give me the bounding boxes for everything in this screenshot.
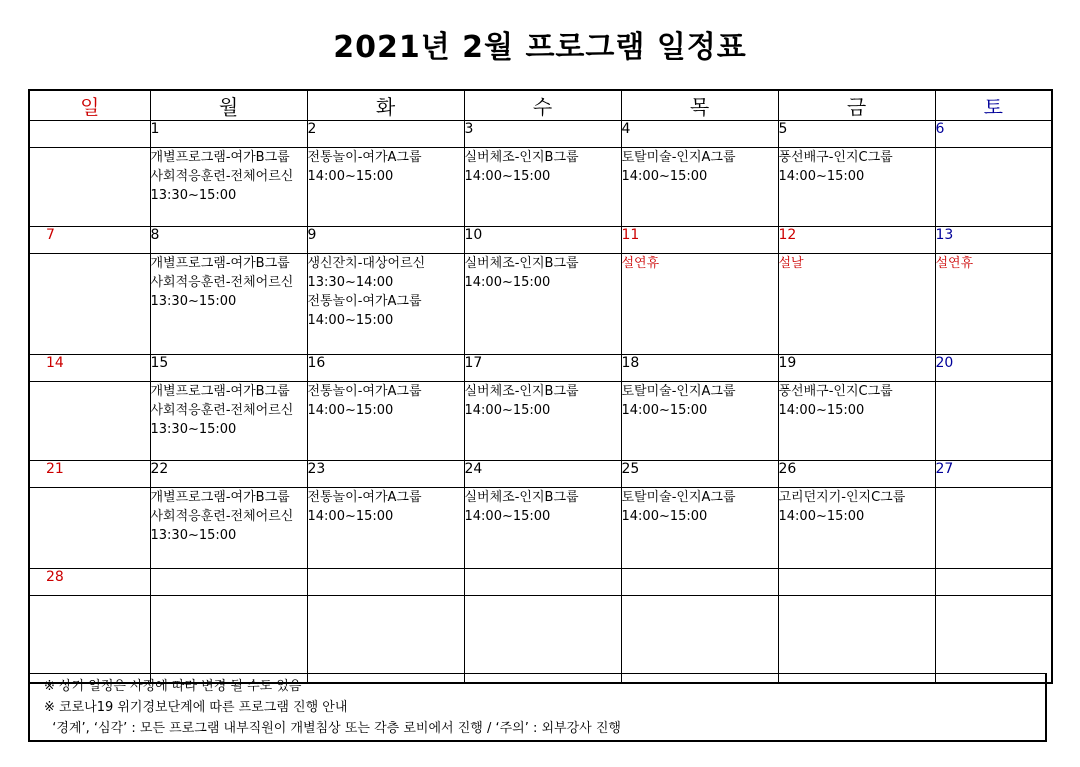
date-number: 2: [307, 121, 464, 148]
event-cell: 토탈미술-인지A그룹 14:00~15:00: [621, 488, 778, 569]
date-number: 4: [621, 121, 778, 148]
date-number: [307, 569, 464, 596]
event-cell: 개별프로그램-여가B그룹 사회적응훈련-전체어르신 13:30~15:00: [150, 254, 307, 355]
date-number: 22: [150, 461, 307, 488]
date-number: 15: [150, 355, 307, 382]
date-number: [778, 569, 935, 596]
weekday-header-wed: 수: [464, 90, 621, 121]
event-row: [29, 596, 1052, 684]
event-cell: 전통놀이-여가A그룹 14:00~15:00: [307, 382, 464, 461]
event-cell: [150, 596, 307, 684]
notes-box: [28, 673, 1047, 742]
event-cell: [621, 596, 778, 684]
event-cell: [778, 596, 935, 684]
event-row: [29, 382, 1052, 461]
date-number: 28: [29, 569, 150, 596]
event-cell: 설연휴: [935, 254, 1052, 355]
date-number: 27: [935, 461, 1052, 488]
date-number: 5: [778, 121, 935, 148]
date-row: [29, 355, 1052, 382]
weekday-header-tue: 화: [307, 90, 464, 121]
event-cell: 설연휴: [621, 254, 778, 355]
weekday-header-thu: 목: [621, 90, 778, 121]
event-cell: 생신잔치-대상어르신 13:30~14:00 전통놀이-여가A그룹 14:00~15:00: [307, 254, 464, 355]
date-number: 21: [29, 461, 150, 488]
event-cell: 풍선배구-인지C그룹 14:00~15:00: [778, 148, 935, 227]
date-row: [29, 121, 1052, 148]
weekday-header-mon: 월: [150, 90, 307, 121]
event-cell: [29, 596, 150, 684]
event-cell: 전통놀이-여가A그룹 14:00~15:00: [307, 488, 464, 569]
note-line: ※ 상기 일정은 사정에 따라 변경 될 수도 있음: [44, 679, 302, 694]
event-cell: 실버체조-인지B그룹 14:00~15:00: [464, 148, 621, 227]
date-number: 10: [464, 227, 621, 254]
date-number: 26: [778, 461, 935, 488]
note-line: ※ 코로나19 위기경보단계에 따른 프로그램 진행 안내: [44, 700, 348, 715]
date-number: [29, 121, 150, 148]
event-cell: 설날: [778, 254, 935, 355]
date-number: 20: [935, 355, 1052, 382]
event-cell: 개별프로그램-여가B그룹 사회적응훈련-전체어르신 13:30~15:00: [150, 382, 307, 461]
date-number: 1: [150, 121, 307, 148]
date-row: [29, 569, 1052, 596]
event-cell: 토탈미술-인지A그룹 14:00~15:00: [621, 382, 778, 461]
date-number: 11: [621, 227, 778, 254]
event-cell: [29, 488, 150, 569]
date-number: 23: [307, 461, 464, 488]
date-number: 19: [778, 355, 935, 382]
event-cell: 전통놀이-여가A그룹 14:00~15:00: [307, 148, 464, 227]
event-cell: 개별프로그램-여가B그룹 사회적응훈련-전체어르신 13:30~15:00: [150, 148, 307, 227]
event-cell: 토탈미술-인지A그룹 14:00~15:00: [621, 148, 778, 227]
date-number: 9: [307, 227, 464, 254]
date-number: 24: [464, 461, 621, 488]
event-row: [29, 254, 1052, 355]
event-cell: 고리던지기-인지C그룹 14:00~15:00: [778, 488, 935, 569]
event-cell: [29, 382, 150, 461]
date-number: 13: [935, 227, 1052, 254]
event-cell: [935, 382, 1052, 461]
weekday-header-fri: 금: [778, 90, 935, 121]
event-cell: 실버체조-인지B그룹 14:00~15:00: [464, 254, 621, 355]
event-cell: 풍선배구-인지C그룹 14:00~15:00: [778, 382, 935, 461]
date-number: 7: [29, 227, 150, 254]
date-number: 6: [935, 121, 1052, 148]
event-cell: 개별프로그램-여가B그룹 사회적응훈련-전체어르신 13:30~15:00: [150, 488, 307, 569]
date-number: [935, 569, 1052, 596]
event-row: [29, 148, 1052, 227]
date-number: 8: [150, 227, 307, 254]
date-number: [621, 569, 778, 596]
event-row: [29, 488, 1052, 569]
event-cell: [935, 148, 1052, 227]
event-cell: 실버체조-인지B그룹 14:00~15:00: [464, 488, 621, 569]
event-cell: [307, 596, 464, 684]
page-title: 2021년 2월 프로그램 일정표: [333, 30, 747, 65]
date-number: 14: [29, 355, 150, 382]
weekday-header-sun: 일: [29, 90, 150, 121]
calendar-table: [28, 89, 1053, 684]
event-cell: [29, 254, 150, 355]
weekday-header-row: [29, 90, 1052, 121]
date-row: [29, 227, 1052, 254]
date-number: [150, 569, 307, 596]
event-cell: [464, 596, 621, 684]
note-line: ‘경계’, ‘심각’ : 모든 프로그램 내부직원이 개별침상 또는 각층 로비에서 진행 / ‘주의’ : 외부강사 진행: [44, 721, 621, 736]
date-number: [464, 569, 621, 596]
weekday-header-sat: 토: [935, 90, 1052, 121]
date-number: 12: [778, 227, 935, 254]
date-number: 17: [464, 355, 621, 382]
event-cell: 실버체조-인지B그룹 14:00~15:00: [464, 382, 621, 461]
date-number: 25: [621, 461, 778, 488]
date-row: [29, 461, 1052, 488]
event-cell: [935, 596, 1052, 684]
event-cell: [29, 148, 150, 227]
date-number: 18: [621, 355, 778, 382]
event-cell: [935, 488, 1052, 569]
date-number: 3: [464, 121, 621, 148]
date-number: 16: [307, 355, 464, 382]
